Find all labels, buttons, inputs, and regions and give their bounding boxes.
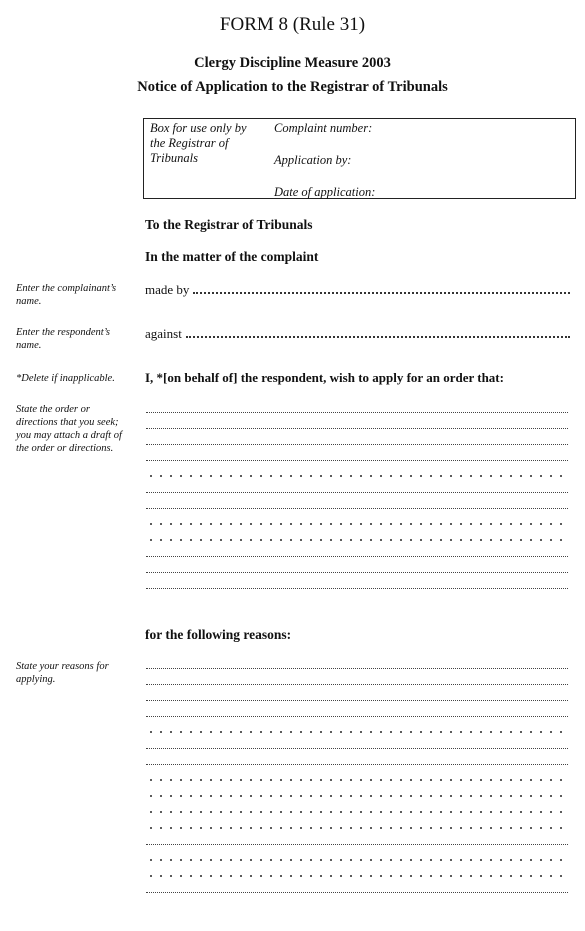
in-the-matter-heading: In the matter of the complaint (145, 249, 319, 264)
delete-note: *Delete if inapplicable. (16, 373, 115, 384)
dotted-writing-line[interactable] (146, 509, 568, 525)
made-by-field[interactable] (193, 291, 570, 294)
dotted-writing-line[interactable] (146, 829, 568, 845)
registrar-box-note-line: the Registrar of (150, 136, 229, 150)
notice-heading: Notice of Application to the Registrar of Tribunals (137, 79, 448, 95)
registrar-use-box (143, 118, 576, 199)
application-statement: I, *[on behalf of] the respondent, wish to apply for an order that: (145, 370, 504, 385)
dotted-writing-line[interactable] (146, 557, 568, 573)
dotted-writing-line[interactable] (146, 877, 568, 893)
dotted-writing-line[interactable] (146, 749, 568, 765)
dotted-writing-line[interactable] (146, 861, 568, 877)
dotted-writing-line[interactable] (146, 813, 568, 829)
dotted-writing-line[interactable] (146, 493, 568, 509)
registrar-box-note-line: Box for use only by (150, 121, 247, 135)
registrar-box-note (150, 121, 268, 166)
dotted-writing-line[interactable] (146, 477, 568, 493)
dotted-writing-line[interactable] (146, 525, 568, 541)
against-row (145, 326, 570, 342)
dotted-writing-line[interactable] (146, 797, 568, 813)
measure-heading: Clergy Discipline Measure 2003 (194, 55, 391, 71)
made-by-row (145, 282, 570, 298)
dotted-writing-line[interactable] (146, 845, 568, 861)
order-note: State the order or directions that you seek; you may attach a draft of the order or directions. (16, 404, 122, 454)
reasons-heading: for the following reasons: (145, 627, 292, 642)
application-by-label: Application by: (274, 153, 352, 167)
order-lines[interactable] (146, 397, 568, 589)
dotted-writing-line[interactable] (146, 541, 568, 557)
dotted-writing-line[interactable] (146, 781, 568, 797)
dotted-writing-line[interactable] (146, 445, 568, 461)
dotted-writing-line[interactable] (146, 765, 568, 781)
reasons-note: State your reasons for applying. (16, 661, 109, 685)
dotted-writing-line[interactable] (146, 573, 568, 589)
dotted-writing-line[interactable] (146, 733, 568, 749)
to-registrar-heading: To the Registrar of Tribunals (145, 217, 313, 232)
registrar-box-fields (274, 121, 564, 200)
dotted-writing-line[interactable] (146, 701, 568, 717)
against-field[interactable] (186, 335, 570, 338)
dotted-writing-line[interactable] (146, 669, 568, 685)
complainant-note: Enter the complainant’s name. (16, 283, 117, 307)
respondent-note: Enter the respondent’s name. (16, 327, 110, 351)
dotted-writing-line[interactable] (146, 429, 568, 445)
reasons-lines[interactable] (146, 653, 568, 893)
dotted-writing-line[interactable] (146, 461, 568, 477)
registrar-box-note-line: Tribunals (150, 151, 198, 165)
against-label: against (145, 326, 182, 341)
dotted-writing-line[interactable] (146, 397, 568, 413)
made-by-label: made by (145, 282, 190, 297)
form-title: FORM 8 (Rule 31) (219, 14, 366, 35)
complaint-number-label: Complaint number: (274, 121, 373, 135)
date-of-application-label: Date of application: (274, 185, 376, 199)
dotted-writing-line[interactable] (146, 717, 568, 733)
dotted-writing-line[interactable] (146, 413, 568, 429)
dotted-writing-line[interactable] (146, 685, 568, 701)
dotted-writing-line[interactable] (146, 653, 568, 669)
